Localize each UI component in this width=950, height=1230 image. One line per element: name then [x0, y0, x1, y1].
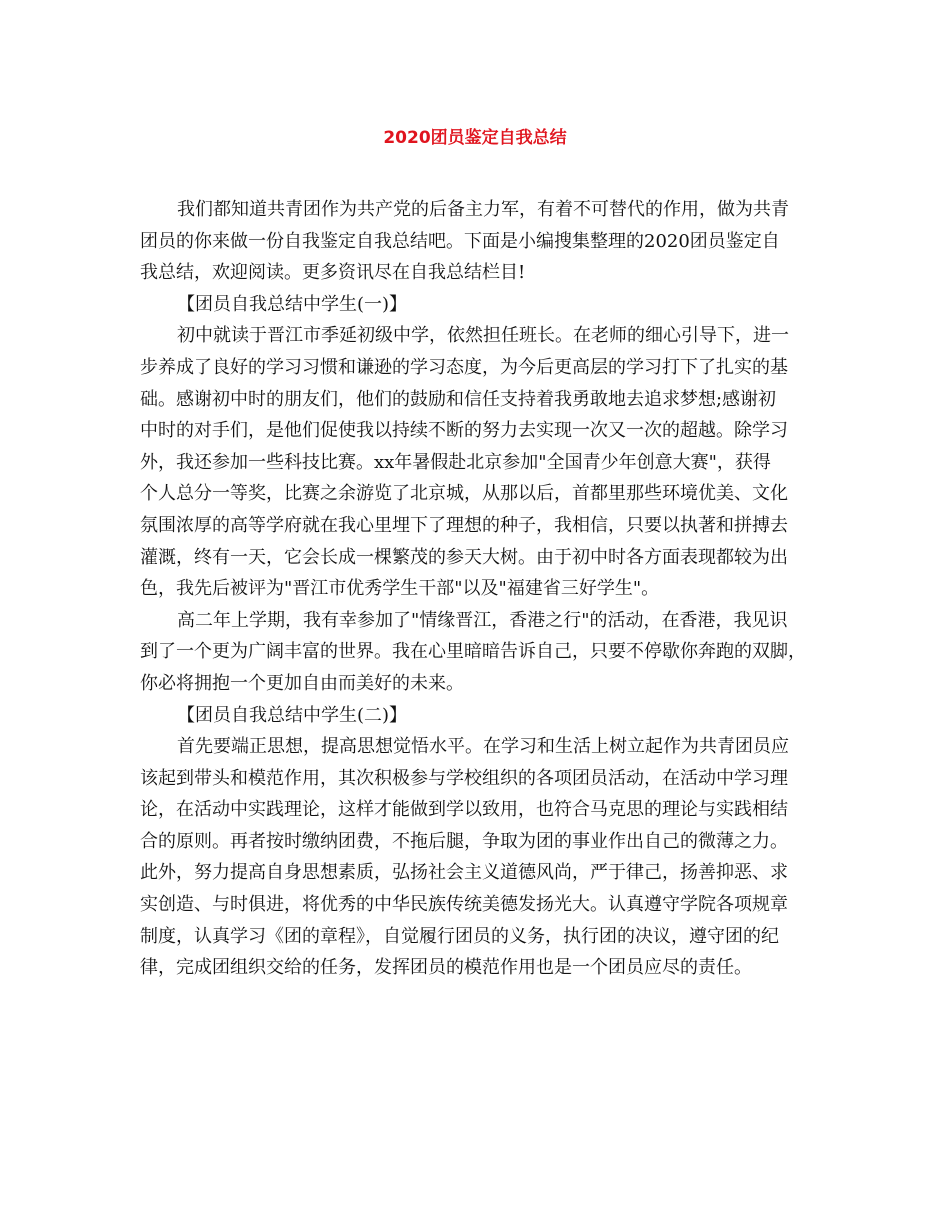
paragraph-line: 氛围浓厚的高等学府就在我心里埋下了理想的种子，我相信，只要以执著和拼搏去	[140, 514, 788, 536]
paragraph-line: 制度，认真学习《团的章程》，自觉履行团员的义务，执行团的决议，遵守团的纪	[140, 925, 779, 947]
paragraph-line: 你必将拥抱一个更加自由而美好的未来。	[140, 672, 464, 694]
paragraph-line: 外，我还参加一些科技比赛。xx年暑假赴北京参加"全国青少年创意大赛"，获得	[140, 451, 771, 473]
paragraph-line: 首先要端正思想，提高思想觉悟水平。在学习和生活上树立起作为共青团员应	[177, 736, 789, 758]
section-heading: 【团员自我总结中学生(二)】	[177, 704, 408, 726]
paragraph-line: 律，完成团组织交给的任务，发挥团员的模范作用也是一个团员应尽的责任。	[140, 957, 752, 979]
section-heading: 【团员自我总结中学生(一)】	[177, 293, 408, 315]
paragraph-line: 论，在活动中实践理论，这样才能做到学以致用，也符合马克思的理论与实践相结	[140, 799, 788, 821]
paragraph-line: 该起到带头和模范作用，其次积极参与学校组织的各项团员活动，在活动中学习理	[140, 767, 788, 789]
paragraph-line: 础。感谢初中时的朋友们，他们的鼓励和信任支持着我勇敢地去追求梦想;感谢初	[140, 388, 777, 410]
paragraph-line: 合的原则。再者按时缴纳团费，不拖后腿，争取为团的事业作出自己的微薄之力。	[140, 830, 788, 852]
paragraph-line: 高二年上学期，我有幸参加了"情缘晋江，香港之行"的活动，在香港，我见识	[177, 609, 788, 631]
paragraph-line: 团员的你来做一份自我鉴定自我总结吧。下面是小编搜集整理的2020团员鉴定自	[140, 230, 780, 252]
paragraph-line: 我总结，欢迎阅读。更多资讯尽在自我总结栏目!	[140, 262, 526, 284]
paragraph-line: 个人总分一等奖，比赛之余游览了北京城，从那以后，首都里那些环境优美、文化	[140, 483, 788, 505]
paragraph-line: 我们都知道共青团作为共产党的后备主力军，有着不可替代的作用，做为共青	[177, 199, 789, 220]
paragraph-line: 初中就读于晋江市季延初级中学，依然担任班长。在老师的细心引导下，进一	[177, 325, 789, 347]
paragraph-line: 中时的对手们，是他们促使我以持续不断的努力去实现一次又一次的超越。除学习	[140, 420, 788, 442]
document-title: 2020团员鉴定自我总结	[383, 128, 567, 148]
paragraph-line: 此外，努力提高自身思想素质，弘扬社会主义道德风尚，严于律己，扬善抑恶、求	[140, 862, 788, 884]
paragraph-line: 色，我先后被评为"晋江市优秀学生干部"以及"福建省三好学生"。	[140, 578, 660, 600]
paragraph-line: 灌溉，终有一天，它会长成一棵繁茂的参天大树。由于初中时各方面表现都较为出	[140, 546, 788, 568]
paragraph-line: 步养成了良好的学习习惯和谦逊的学习态度，为今后更高层的学习打下了扎实的基	[140, 356, 788, 378]
document-body	[140, 194, 820, 984]
paragraph-line: 到了一个更为广阔丰富的世界。我在心里暗暗告诉自己，只要不停歇你奔跑的双脚，	[140, 641, 806, 663]
paragraph-line: 实创造、与时俱进，将优秀的中华民族传统美德发扬光大。认真遵守学院各项规章	[140, 894, 788, 916]
